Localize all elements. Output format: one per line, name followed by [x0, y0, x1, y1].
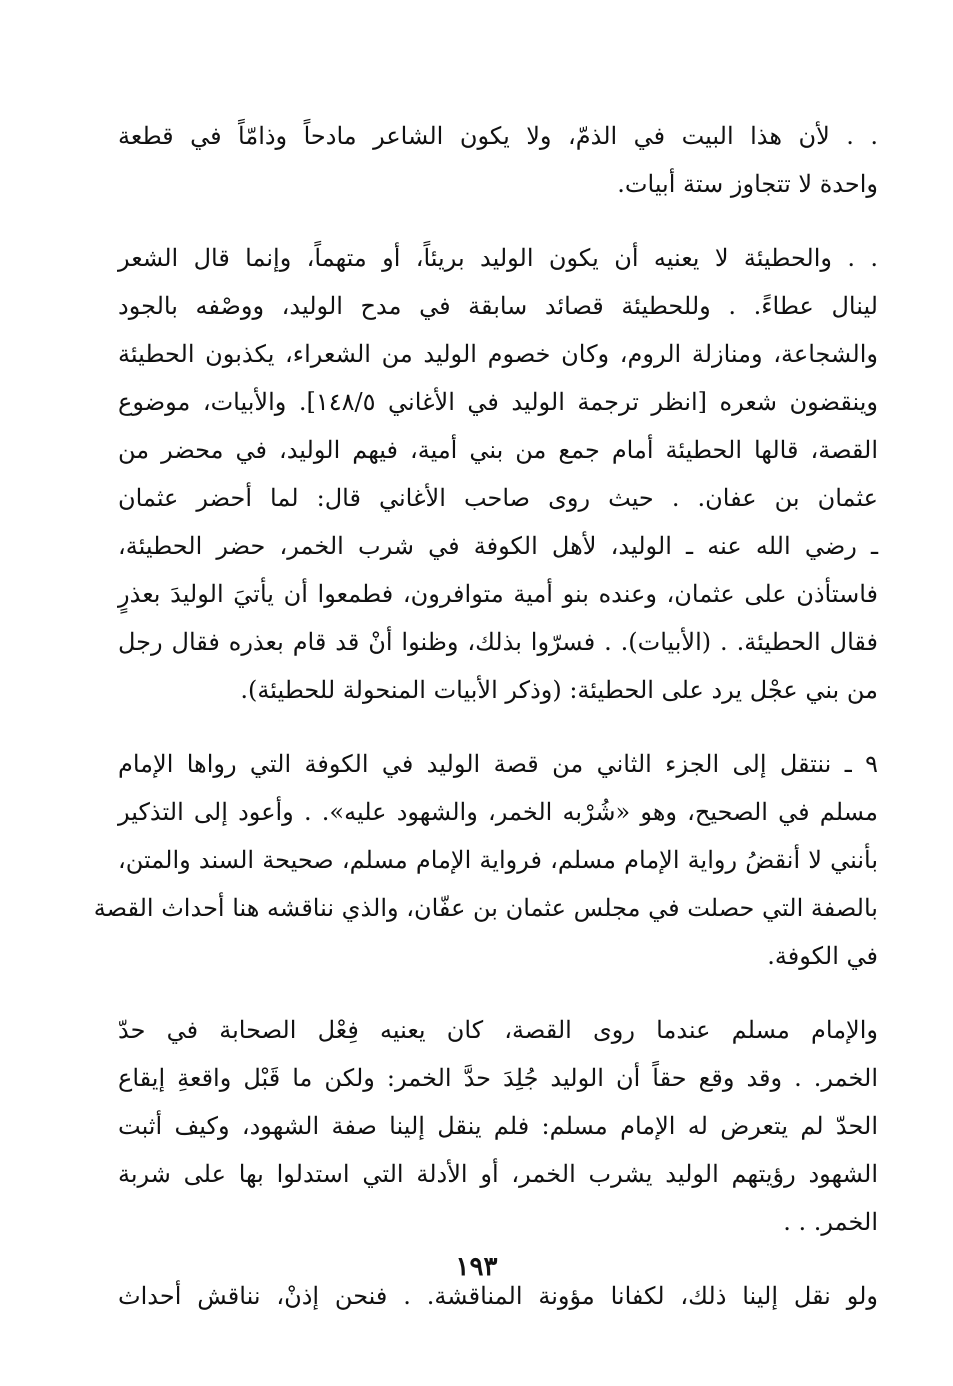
text-line: الخمر. . وقد وقع حقاً أن الوليد جُلِدَ حدَّ الخمر: ولكن ما قَبْل واقعةِ إيقاع — [118, 1064, 878, 1092]
text-line: مسلم في الصحيح، وهو «شُرْبه الخمر، والشهود عليه». . وأعود إلى التذكير — [118, 798, 878, 826]
text-line: الشهود رؤيتهم الوليد يشرب الخمر، أو الأدلة التي استدلوا بها على شربة — [118, 1160, 878, 1188]
text-line: فاستأذن على عثمان، وعنده بنو أمية متوافرون، فطمعوا أن يأتيَ الوليدَ بعذرٍ — [118, 580, 878, 608]
text-line: لينال عطاءً. . وللحطيئة قصائد سابقة في مدح الوليد، ووصْفه بالجود — [118, 292, 878, 320]
text-line: وينقضون شعره [انظر ترجمة الوليد في الأغاني ١٤٨/٥]. والأبيات، موضوع — [118, 388, 879, 416]
paragraph-1 — [118, 112, 878, 208]
text-line: القصة، قالها الحطيئة أمام جمع من بني أمية، فيهم الوليد، في محضر من — [118, 436, 878, 464]
text-line: . . لأن هذا البيت في الذمّ، ولا يكون الشاعر مادحاً وذامّاً في قطعة — [118, 122, 878, 150]
paragraph-4 — [118, 1006, 878, 1246]
text-line: والشجاعة، ومنازلة الروم، وكان خصوم الوليد من الشعراء، يكذبون الحطيئة — [118, 340, 878, 368]
body-text — [93, 112, 879, 1320]
text-line: ـ رضي الله عنه ـ الوليد، لأهل الكوفة في شرب الخمر، حضر الحطيئة، — [118, 532, 878, 560]
text-line: الحدّ لم يتعرض له الإمام مسلم: فلم ينقل إلينا صفة الشهود، وكيف أثبت — [118, 1112, 878, 1140]
text-line: والإمام مسلم عندما روى القصة، كان يعنيه فِعْل الصحابة في حدّ — [118, 1016, 878, 1044]
text-line: بالصفة التي حصلت في مجلس عثمان بن عفّان، والذي نناقشه هنا أحداث القصة — [93, 894, 878, 922]
text-line: فقال الحطيئة. . (الأبيات). . فسرّوا بذلك، وظنوا أنْ قد قام بعذره فقال رجل — [118, 628, 878, 656]
text-line: ٩ ـ ننتقل إلى الجزء الثاني من قصة الوليد في الكوفة التي رواها الإمام — [118, 750, 878, 778]
text-line: عثمان بن عفان. . حيث روى صاحب الأغاني قال: لما أحضر عثمان — [118, 484, 878, 512]
page-number: ١٩٣ — [455, 1252, 498, 1282]
text-line: الخمر. . . — [783, 1208, 878, 1236]
text-line: . . والحطيئة لا يعنيه أن يكون الوليد بريئاً، أو متهماً، وإنما قال الشعر — [118, 244, 878, 272]
paragraph-2 — [118, 234, 878, 714]
text-line: ولو نقل إلينا ذلك، لكفانا مؤونة المناقشة. . فنحن إذنْ، نناقش أحداث — [118, 1282, 878, 1310]
text-line: واحدة لا تتجاوز ستة أبيات. — [617, 170, 878, 198]
text-line: في الكوفة. — [767, 942, 878, 970]
text-line: بأنني لا أنقضُ رواية الإمام مسلم، فرواية الإمام مسلم، صحيحة السند والمتن، — [118, 846, 878, 874]
text-line: من بني عجْل يرد على الحطيئة: (وذكر الأبيات المنحولة للحطيئة). — [240, 676, 878, 704]
paragraph-3 — [93, 740, 878, 980]
